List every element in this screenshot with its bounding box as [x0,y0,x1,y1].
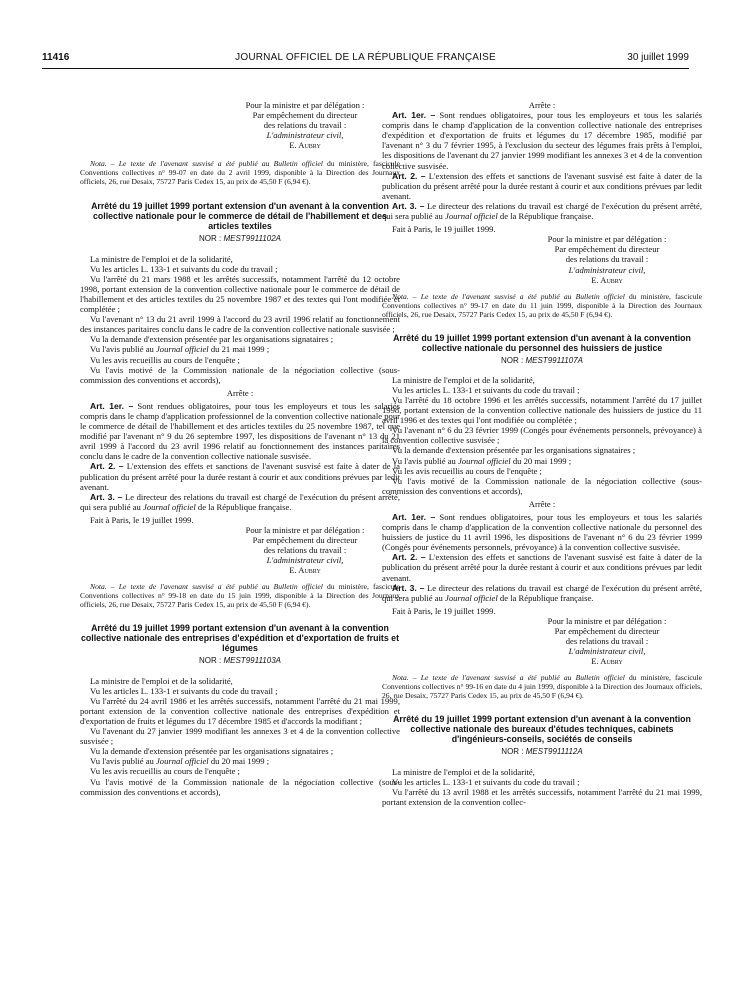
publication-note: Nota. – Le texte de l'avenant susvisé a été publié au Bulletin officiel du ministère, fascicule Conventions collectives n° 99-07 en date du 2 avril 1999, disponible à la Direction des Journaux officiels, 26, rue Desaix, 75727 Paris Cedex 15, au prix de 45,50 F (6,94 €). [80,159,401,187]
signature-block: Pour la ministre et par délégation : Par empêchement du directeur des relations du travail : L'administrateur civil, E. Aubry [547,615,667,667]
header-rule [42,68,689,69]
journal-title: JOURNAL OFFICIEL DE LA RÉPUBLIQUE FRANÇAISE [235,52,496,63]
signature-block: Pour la ministre et par délégation : Par empêchement du directeur des relations du travail : L'administrateur civil, E. Aubry [547,234,667,285]
issue-date: 30 juillet 1999 [627,52,689,63]
publication-note: Nota. – Le texte de l'avenant susvisé a été publié au Bulletin officiel du ministère, fascicule Conventions collectives n° 99-17 en date du 11 juin 1999, disponible à la Direction des Journaux officiels, 26, rue Desaix, 75727 Paris Cedex 15, au prix de 45,50 F (6,94 €). [382,291,703,319]
page-header [42,52,689,68]
decree-title: Arrêté du 19 juillet 1999 portant extension d'un avenant à la convention collective nationale des entreprises d'expédition et d'exportation de fruits et légumes [80,623,399,654]
decree-title: Arrêté du 19 juillet 1999 portant extension d'un avenant à la convention collective nationale des bureaux d'études techniques, cabinets d'ingénieurs-conseils, sociétés de conseils [393,714,691,745]
page-number: 11416 [42,52,70,63]
article-3: Art. 3. – Le directeur des relations du travail est chargé de l'exécution du présent arrêté, qui sera publié au Journal officiel de la République française. [382,582,702,603]
article-2: Art. 2. – L'extension des effets et sanctions de l'avenant susvisé est faite à dater de la publication du présent arrêté pour la durée restant à courir et aux conditions prévues par ledit avenant. [382,170,702,201]
nor-reference: NOR : MEST9911112A [501,747,583,757]
decree-title: Arrêté du 19 juillet 1999 portant extension d'un avenant à la convention collective nationale du personnel des huissiers de justice [393,332,691,353]
article-3: Art. 3. – Le directeur des relations du travail est chargé de l'exécution du présent arrêté, qui sera publié au Journal officiel de la République française. [80,491,400,512]
nor-reference: NOR : MEST9911103A [199,656,281,666]
signature-block: Pour la ministre et par délégation : Par empêchement du directeur des relations du travail : L'administrateur civil, E. Aubry [245,525,365,576]
decree-2: Arrêté du 19 juillet 1999 portant extension d'un avenant à la convention collective nationale des entreprises d'expédition et d'exportation de fruits et légumes NOR : MEST9911103A La ministre de l'emploi et de la solidarité, Vu les articles L. 133-1 et suivants du code du travail ; Vu l'arrêté du 24 avril 1986 et les arrêtés successifs, notamment l'arrêté du 21 mai 1999, portant extension de la convention collective nationale des entreprises d'expédition et d'exportation de fruits et légumes du 17 décembre 1985 et d'accords la modifiant ; Vu l'avenant du 27 janvier 1999 modifiant les annexes 3 et 4 de la convention collective susvisée ; Vu la demande d'extension présentée par les organisations signataires ; Vu l'avis publié au Journal officiel du 20 mai 1999 ; Vu les avis recueillis au cours de l'enquête ; Vu l'avis motivé de la Commission nationale de la négociation collective (sous-commission des conventions et accords), [80,623,400,797]
nor-reference: NOR : MEST9911102A [199,234,281,244]
nor-reference: NOR : MEST9911107A [501,355,583,365]
article-1: Art. 1er. – Sont rendues obligatoires, pour tous les employeurs et tous les salariés compris dans le champ d'application de la convention collective nationale des entreprises d'expédition et d'exportation de fruits et légumes du 17 décembre 1985, modifié par l'avenant n° 3 du 7 février 1995, à l'exclusion du secteur des légumes frais prêts à l'emploi, les dispositions de l'avenant du 27 janvier 1999 modifiant les annexes 3 et 4 de la convention collective susvisée. [382,110,703,171]
decree-3: Arrêté du 19 juillet 1999 portant extension d'un avenant à la convention collective nationale du personnel des huissiers de justice NOR : MEST9911107A La ministre de l'emploi et de la solidarité, Vu les articles L. 133-1 et suivants du code du travail ; Vu l'arrêté du 18 octobre 1996 et les arrêtés successifs, notamment l'arrêté du 17 juillet 1998, portant extension de la convention collective nationale des huissiers de justice du 11 avril 1996 et des textes qui l'ont modifiée ou complétée ; Vu l'avenant n° 6 du 23 février 1999 (Congés pour événements personnels, prévoyance) à la convention collective susvisée ; Vu la demande d'extension présentée par les organisations signataires ; Vu l'avis publié au Journal officiel du 20 mai 1999 ; Vu les avis recueillis au cours de l'enquête ; Vu l'avis motivé de la Commission nationale de la négociation collective (sous-commission des conventions et accords), Arrête : Art. 1er. – Sont rendues obligatoires, pour tous les employeurs et tous les salariés compris dans le champ d'application de la convention collective nationale du personnel des huissiers de justice du 11 avril 1996, les dispositions de l'avenant n° 6 du 23 février 1999 (Congés pour événements personnels, prévoyance) à la convention collective susvisée. Art. 2. – L'extension des effets et sanctions de l'avenant susvisé est faite à dater de la publication du présent arrêté pour la durée restant à courir et aux conditions prévues par ledit avenant. Art. 3. – Le directeur des relations du travail est chargé de l'exécution du présent arrêté, qui sera publié au Journal officiel de la République française. Fait à Paris, le 19 juillet 1999. Pour la ministre et par délégation : Par empêchement du directeur des relations du travail : L'administrateur civil, E. Aubry Nota. – Le texte de l'avenant susvisé a été publié au Bulletin officiel du ministère, fascicule Conventions collectives n° 99-16 en date du 4 juin 1999, disponible à la Direction des Journaux officiels, 26, rue Desaix, 75727 Paris Cedex 15, au prix de 45,50 F (6,94 €). [382,332,703,701]
article-2: Art. 2. – L'extension des effets et sanctions de l'avenant susvisé est faite à dater de la publication du présent arrêté pour la durée restant à courir et aux conditions prévues par ledit avenant. [80,461,400,492]
decree-4: Arrêté du 19 juillet 1999 portant extension d'un avenant à la convention collective nationale des bureaux d'études techniques, cabinets d'ingénieurs-conseils, sociétés de conseils NOR : MEST9911112A La ministre de l'emploi et de la solidarité, Vu les articles L. 133-1 et suivants du code du travail ; Vu l'arrêté du 13 avril 1988 et les arrêtés successifs, notamment l'arrêté du 21 mai 1999, portant extension de la convention collec- [382,714,702,807]
decree-title: Arrêté du 19 juillet 1999 portant extension d'un avenant à la convention collective nationale pour le commerce de détail de l'habillement et des articles textiles [91,201,389,232]
right-column [382,100,702,807]
article-1: Art. 1er. – Sont rendues obligatoires, pour tous les employeurs et tous les salariés compris dans le champ d'application de la convention collective nationale du personnel des huissiers de justice du 11 avril 1996, les dispositions de l'avenant n° 6 du 23 février 1999 (Congés pour événements personnels, prévoyance) à la convention collective susvisée. [382,512,703,553]
signature-block: Pour la ministre et par délégation : Par empêchement du directeur des relations du travail : L'administrateur civil, E. Aubry [245,100,365,151]
publication-note: Nota. – Le texte de l'avenant susvisé a été publié au Bulletin officiel du ministère, fascicule Conventions collectives n° 99-18 en date du 15 juin 1999, disponible à la Direction des Journaux officiels, 26, rue Desaix, 75727 Paris Cedex 15, au prix de 45,50 F (6,94 €). [80,582,401,610]
article-1: Art. 1er. – Sont rendues obligatoires, pour tous les employeurs et tous les salariés compris dans le champ d'application professionnel de la convention collective nationale pour le commerce de détail de l'habillement et des articles textiles du 25 novembre 1987, tel que modifié par l'avenant n° 9 du 26 septembre 1997, les dispositions de l'avenant n° 13 du 21 avril 1999 à l'accord du 23 avril 1996 relatif au fonctionnement des instances paritaires conclu dans le cadre de la convention collective nationale susvisée. [80,400,401,462]
article-3: Art. 3. – Le directeur des relations du travail est chargé de l'exécution du présent arrêté, qui sera publié au Journal officiel de la République française. [382,200,702,222]
decree-1: Arrêté du 19 juillet 1999 portant extension d'un avenant à la convention collective nationale pour le commerce de détail de l'habillement et des articles textiles NOR : MEST9911102A La ministre de l'emploi et de la solidarité, Vu les articles L. 133-1 et suivants du code du travail ; Vu l'arrêté du 21 mars 1988 et les arrêtés successifs, notamment l'arrêté du 12 octobre 1998, portant extension de la convention collective nationale pour le commerce de détail de l'habillement et des articles textiles du 25 novembre 1987 et des textes qui l'ont modifiée et complétée ; Vu l'avenant n° 13 du 21 avril 1999 à l'accord du 23 avril 1996 relatif au fonctionnement des instances paritaires conclu dans le cadre de la convention collective nationale susvisée ; Vu la demande d'extension présentée par les organisations signataires ; Vu l'avis publié au Journal officiel du 21 mai 1999 ; Vu les avis recueillis au cours de l'enquête ; Vu l'avis motivé de la Commission nationale de la négociation collective (sous-commission des conventions et accords), Arrête : Art. 1er. – Sont rendues obligatoires, pour tous les employeurs et tous les salariés compris dans le champ d'application professionnel de la convention collective nationale pour le commerce de détail de l'habillement et des articles textiles du 25 novembre 1987, tel que modifié par l'avenant n° 9 du 26 septembre 1997, les dispositions de l'avenant n° 13 du 21 avril 1999 à l'accord du 23 avril 1996 relatif au fonctionnement des instances paritaires conclu dans le cadre de la convention collective nationale susvisée. Art. 2. – L'extension des effets et sanctions de l'avenant susvisé est faite à dater de la publication du présent arrêté pour la durée restant à courir et aux conditions prévues par ledit avenant. Art. 3. – Le directeur des relations du travail est chargé de l'exécution du présent arrêté, qui sera publié au Journal officiel de la République française. Fait à Paris, le 19 juillet 1999. Pour la ministre et par délégation : Par empêchement du directeur des relations du travail : L'administrateur civil, E. Aubry Nota. – Le texte de l'avenant susvisé a été publié au Bulletin officiel du ministère, fascicule Conventions collectives n° 99-18 en date du 15 juin 1999, disponible à la Direction des Journaux officiels, 26, rue Desaix, 75727 Paris Cedex 15, au prix de 45,50 F (6,94 €). [80,201,401,610]
article-2: Art. 2. – L'extension des effets et sanctions de l'avenant susvisé est faite à dater de la publication du présent arrêté pour la durée restant à courir et aux conditions prévues par ledit avenant. [382,552,702,583]
decree-2-continued: Arrête : Art. 1er. – Sont rendues obligatoires, pour tous les employeurs et tous les salariés compris dans le champ d'application de la convention collective nationale des entreprises d'expédition et d'exportation de fruits et légumes du 17 décembre 1985, modifié par l'avenant n° 3 du 7 février 1995, à l'exclusion du secteur des légumes frais prêts à l'emploi, les dispositions de l'avenant du 27 janvier 1999 modifiant les annexes 3 et 4 de la convention collective susvisée. Art. 2. – L'extension des effets et sanctions de l'avenant susvisé est faite à dater de la publication du présent arrêté pour la durée restant à courir et aux conditions prévues par ledit avenant. Art. 3. – Le directeur des relations du travail est chargé de l'exécution du présent arrêté, qui sera publié au Journal officiel de la République française. Fait à Paris, le 19 juillet 1999. Pour la ministre et par délégation : Par empêchement du directeur des relations du travail : L'administrateur civil, E. Aubry Nota. – Le texte de l'avenant susvisé a été publié au Bulletin officiel du ministère, fascicule Conventions collectives n° 99-17 en date du 11 juin 1999, disponible à la Direction des Journaux officiels, 26, rue Desaix, 75727 Paris Cedex 15, au prix de 45,50 F (6,94 €). [382,100,703,319]
publication-note: Nota. – Le texte de l'avenant susvisé a été publié au Bulletin officiel du ministère, fascicule Conventions collectives n° 99-16 en date du 4 juin 1999, disponible à la Direction des Journaux officiels, 26, rue Desaix, 75727 Paris Cedex 15, au prix de 45,50 F (6,94 €). [382,673,703,701]
left-column [80,100,400,797]
